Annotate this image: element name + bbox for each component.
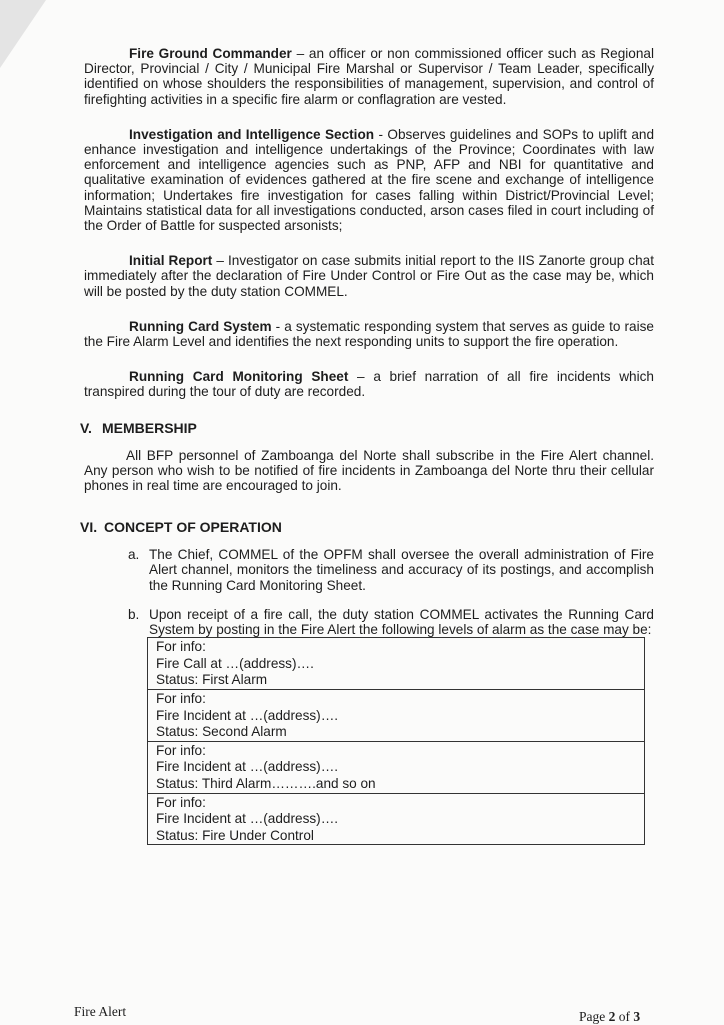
membership-paragraph: All BFP personnel of Zamboanga del Norte shall subscribe in the Fire Alert channel. Any person who wish to be notified of fire incidents in Zamboanga del Norte thru their cellular phones in real time are encouraged to join. [84, 447, 654, 494]
alarm-cell-third: For info: Fire Incident at …(address)…. Status: Third Alarm……….and so on [148, 741, 645, 793]
definition-term: Fire Ground Commander [129, 46, 292, 61]
page-number: Page 2 of 3 [579, 1009, 641, 1024]
definition-fire-ground-commander: Fire Ground Commander – an officer or non commissioned officer such as Regional Director, Provincial / City / Municipal Fire Marshal or Supervisor / Team Leader, specifically identified on whose shoulders the responsibilities of management, supervision, and control of firefighting activities in a specific fire alarm or conflagration are vested. [84, 46, 654, 107]
scan-corner-fold [0, 0, 46, 68]
section-heading-membership [80, 420, 654, 436]
document-page [80, 46, 654, 845]
table-row [148, 638, 645, 690]
footer-title: Fire Alert [74, 1004, 127, 1019]
section-title: MEMBERSHIP [102, 419, 197, 436]
alarm-cell-under-control: For info: Fire Incident at …(address)…. Status: Fire Under Control [148, 793, 645, 845]
section-heading-concept-of-operation [80, 519, 654, 535]
table-row [148, 690, 645, 742]
definition-running-card-system: Running Card System - a systematic responding system that serves as guide to raise the Fire Alarm Level and identifies the next responding units to support the fire operation. [84, 318, 654, 350]
alarm-cell-first: For info: Fire Call at …(address)…. Status: First Alarm [148, 638, 645, 690]
item-label: b. [128, 606, 140, 622]
table-row [148, 741, 645, 793]
definition-text: Observes guidelines and SOPs to uplift and enhance investigation and intelligence undertakings of the Province; Coordinates with law enforcement and intelligence agencies such as PNP, AFP and NBI for quantitative and qualitative examination of evidences gathered at the fire scene and exchange of intelligence information; Undertakes fire investigation for cases falling within District/Provincial Level; Maintains statistical data for all investigations conducted, arson cases filed in court including of the Order of Battle for suspected arsonists; [84, 126, 654, 234]
definition-running-card-monitoring-sheet: Running Card Monitoring Sheet – a brief narration of all fire incidents which transpired during the tour of duty are recorded. [84, 369, 654, 400]
concept-item-a [128, 547, 654, 593]
definition-term: Investigation and Intelligence Section [129, 126, 375, 142]
definition-term: Running Card System [129, 318, 272, 334]
alarm-levels-table [147, 637, 645, 845]
item-text: Upon receipt of a fire call, the duty station COMMEL activates the Running Card System by posting in the Fire Alert the following levels of alarm as the case may be: [149, 606, 654, 638]
concept-item-b [128, 607, 654, 637]
definition-text: an officer or non commissioned officer such as Regional Director, Provincial / City / Municipal Fire Marshal or Supervisor / Team Leader, specifically identified on whose shoulders the responsibilities of management, supervision, and control of firefighting activities in a specific fire alarm or conflagration are vested. [84, 46, 654, 107]
section-title: CONCEPT OF OPERATION [104, 519, 282, 536]
definition-term: Running Card Monitoring Sheet [129, 369, 349, 385]
definition-term: Initial Report [129, 253, 213, 269]
section-number: V. [80, 419, 92, 436]
item-label: a. [128, 547, 140, 563]
alarm-cell-second: For info: Fire Incident at …(address)…. Status: Second Alarm [148, 690, 645, 742]
definition-text: a systematic responding system that serves as guide to raise the Fire Alarm Level and identifies the next responding units to support the fire operation. [84, 318, 654, 350]
section-number: VI. [80, 519, 98, 536]
definition-initial-report: Initial Report – Investigator on case submits initial report to the IIS Zanorte group chat immediately after the declaration of Fire Under Control or Fire Out as the case may be, which will be posted by the duty station COMMEL. [84, 253, 654, 299]
definition-text: a brief narration of all fire incidents which transpired during the tour of duty are recorded. [84, 369, 654, 400]
table-row [148, 793, 645, 845]
item-text: The Chief, COMMEL of the OPFM shall oversee the overall administration of Fire Alert channel, monitors the timeliness and accuracy of its postings, and accomplish the Running Card Monitoring Sheet. [149, 547, 654, 593]
definition-text: Investigator on case submits initial report to the IIS Zanorte group chat immediately after the declaration of Fire Under Control or Fire Out as the case may be, which will be posted by the duty station COMMEL. [84, 253, 654, 299]
definition-investigation-intelligence-section: Investigation and Intelligence Section - Observes guidelines and SOPs to uplift and enhance investigation and intelligence undertakings of the Province; Coordinates with law enforcement and intelligence agencies such as PNP, AFP and NBI for quantitative and qualitative examination of evidences gathered at the fire scene and exchange of intelligence information; Undertakes fire investigation for cases falling within District/Provincial Level; Maintains statistical data for all investigations conducted, arson cases filed in court including of the Order of Battle for suspected arsonists; [84, 126, 654, 234]
